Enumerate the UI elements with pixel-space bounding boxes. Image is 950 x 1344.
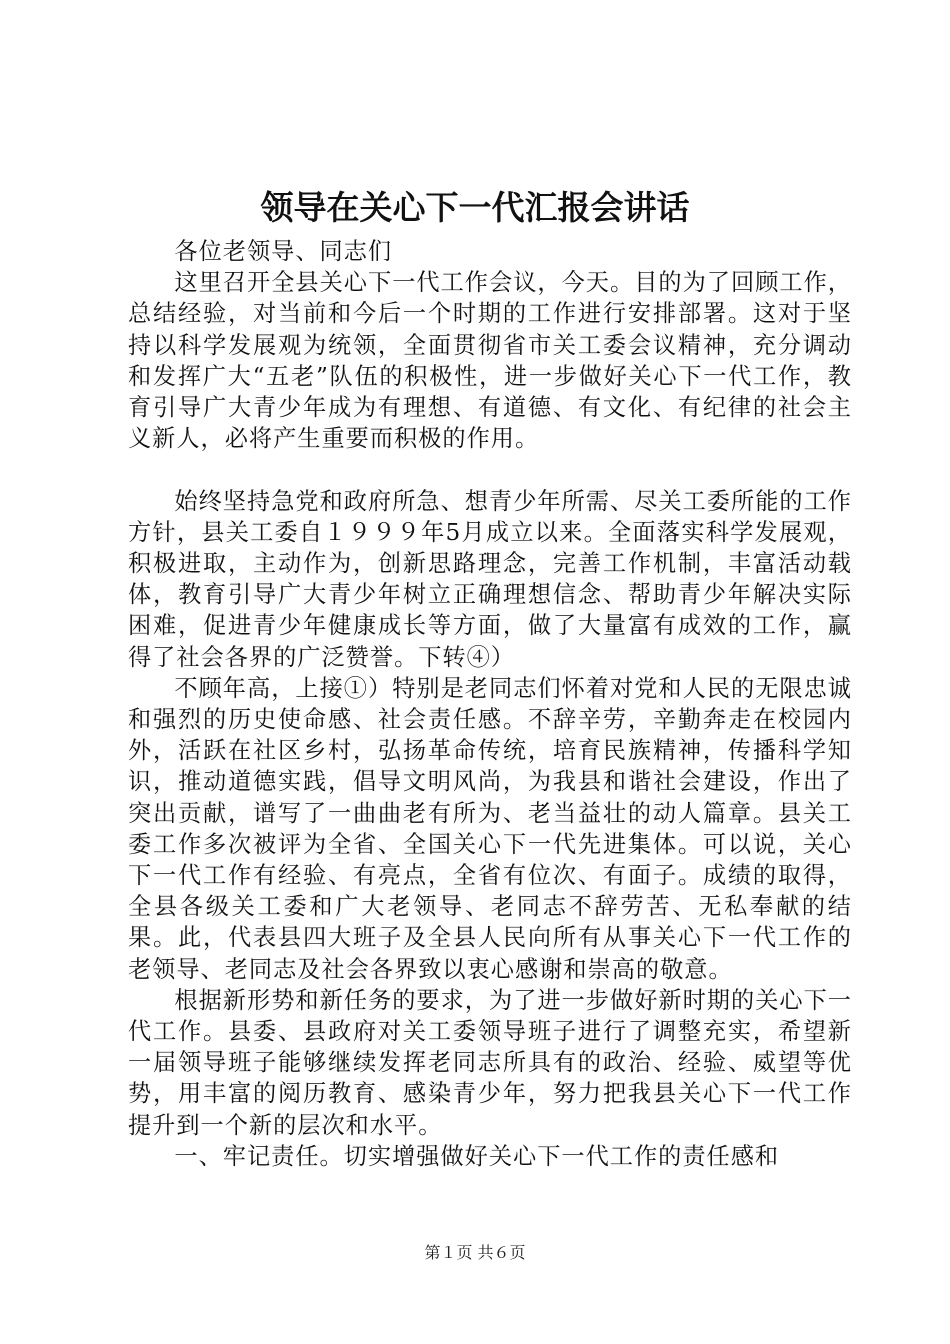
body-paragraph: 根据新形势和新任务的要求，为了进一步做好新时期的关心下一代工作。县委、县政府对关工委领导班子进行了调整充实，希望新一届领导班子能够继续发挥老同志所具有的政治、经验、威望等优势，用丰富的阅历教育、感染青少年，努力把我县关心下一代工作提升到一个新的层次和水平。 [128,986,852,1139]
page-number-footer: 第１页 共６页 [424,1243,526,1262]
body-paragraph: 一、牢记责任。切实增强做好关心下一代工作的责任感和 [174,1142,780,1170]
document-body [128,236,852,1172]
document-title: 领导在关心下一代汇报会讲话 [260,188,690,227]
body-paragraph: 不顾年高，上接①）特别是老同志们怀着对党和人民的无限忠诚和强烈的历史使命感、社会责任感。不辞辛劳，辛勤奔走在校园内外，活跃在社区乡村，弘扬革命传统，培育民族精神，传播科学知识，推动道德实践，倡导文明风尚，为我县和谐社会建设，作出了突出贡献，谱写了一曲曲老有所为、老当益壮的动人篇章。县关工委工作多次被评为全省、全国关心下一代先进集体。可以说，关心下一代工作有经验、有亮点，全省有位次、有面子。成绩的取得，全县各级关工委和广大老领导、老同志不辞劳苦、无私奉献的结果。此，代表县四大班子及全县人民向所有从事关心下一代工作的老领导、老同志及社会各界致以衷心感谢和崇高的敬意。 [128,674,852,983]
salutation-paragraph: 各位老领导、同志们 [174,238,393,265]
body-paragraph: 这里召开全县关心下一代工作会议，今天。目的为了回顾工作，总结经验，对当前和今后一个时期的工作进行安排部署。这对于坚持以科学发展观为统领，全面贯彻省市关工委会议精神，充分调动和发挥广大“五老”队伍的积极性，进一步做好关心下一代工作，教育引导广大青少年成为有理想、有道德、有文化、有纪律的社会主义新人，必将产生重要而积极的作用。 [128,269,852,453]
body-paragraph: 始终坚持急党和政府所急、想青少年所需、尽关工委所能的工作方针，县关工委自１９９９年5月成立以来。全面落实科学发展观，积极进取，主动作为，创新思路理念，完善工作机制，丰富活动载体，教育引导广大青少年树立正确理想信念、帮助青少年解决实际困难，促进青少年健康成长等方面，做了大量富有成效的工作，赢得了社会各界的广泛赞誉。下转④） [128,487,852,671]
